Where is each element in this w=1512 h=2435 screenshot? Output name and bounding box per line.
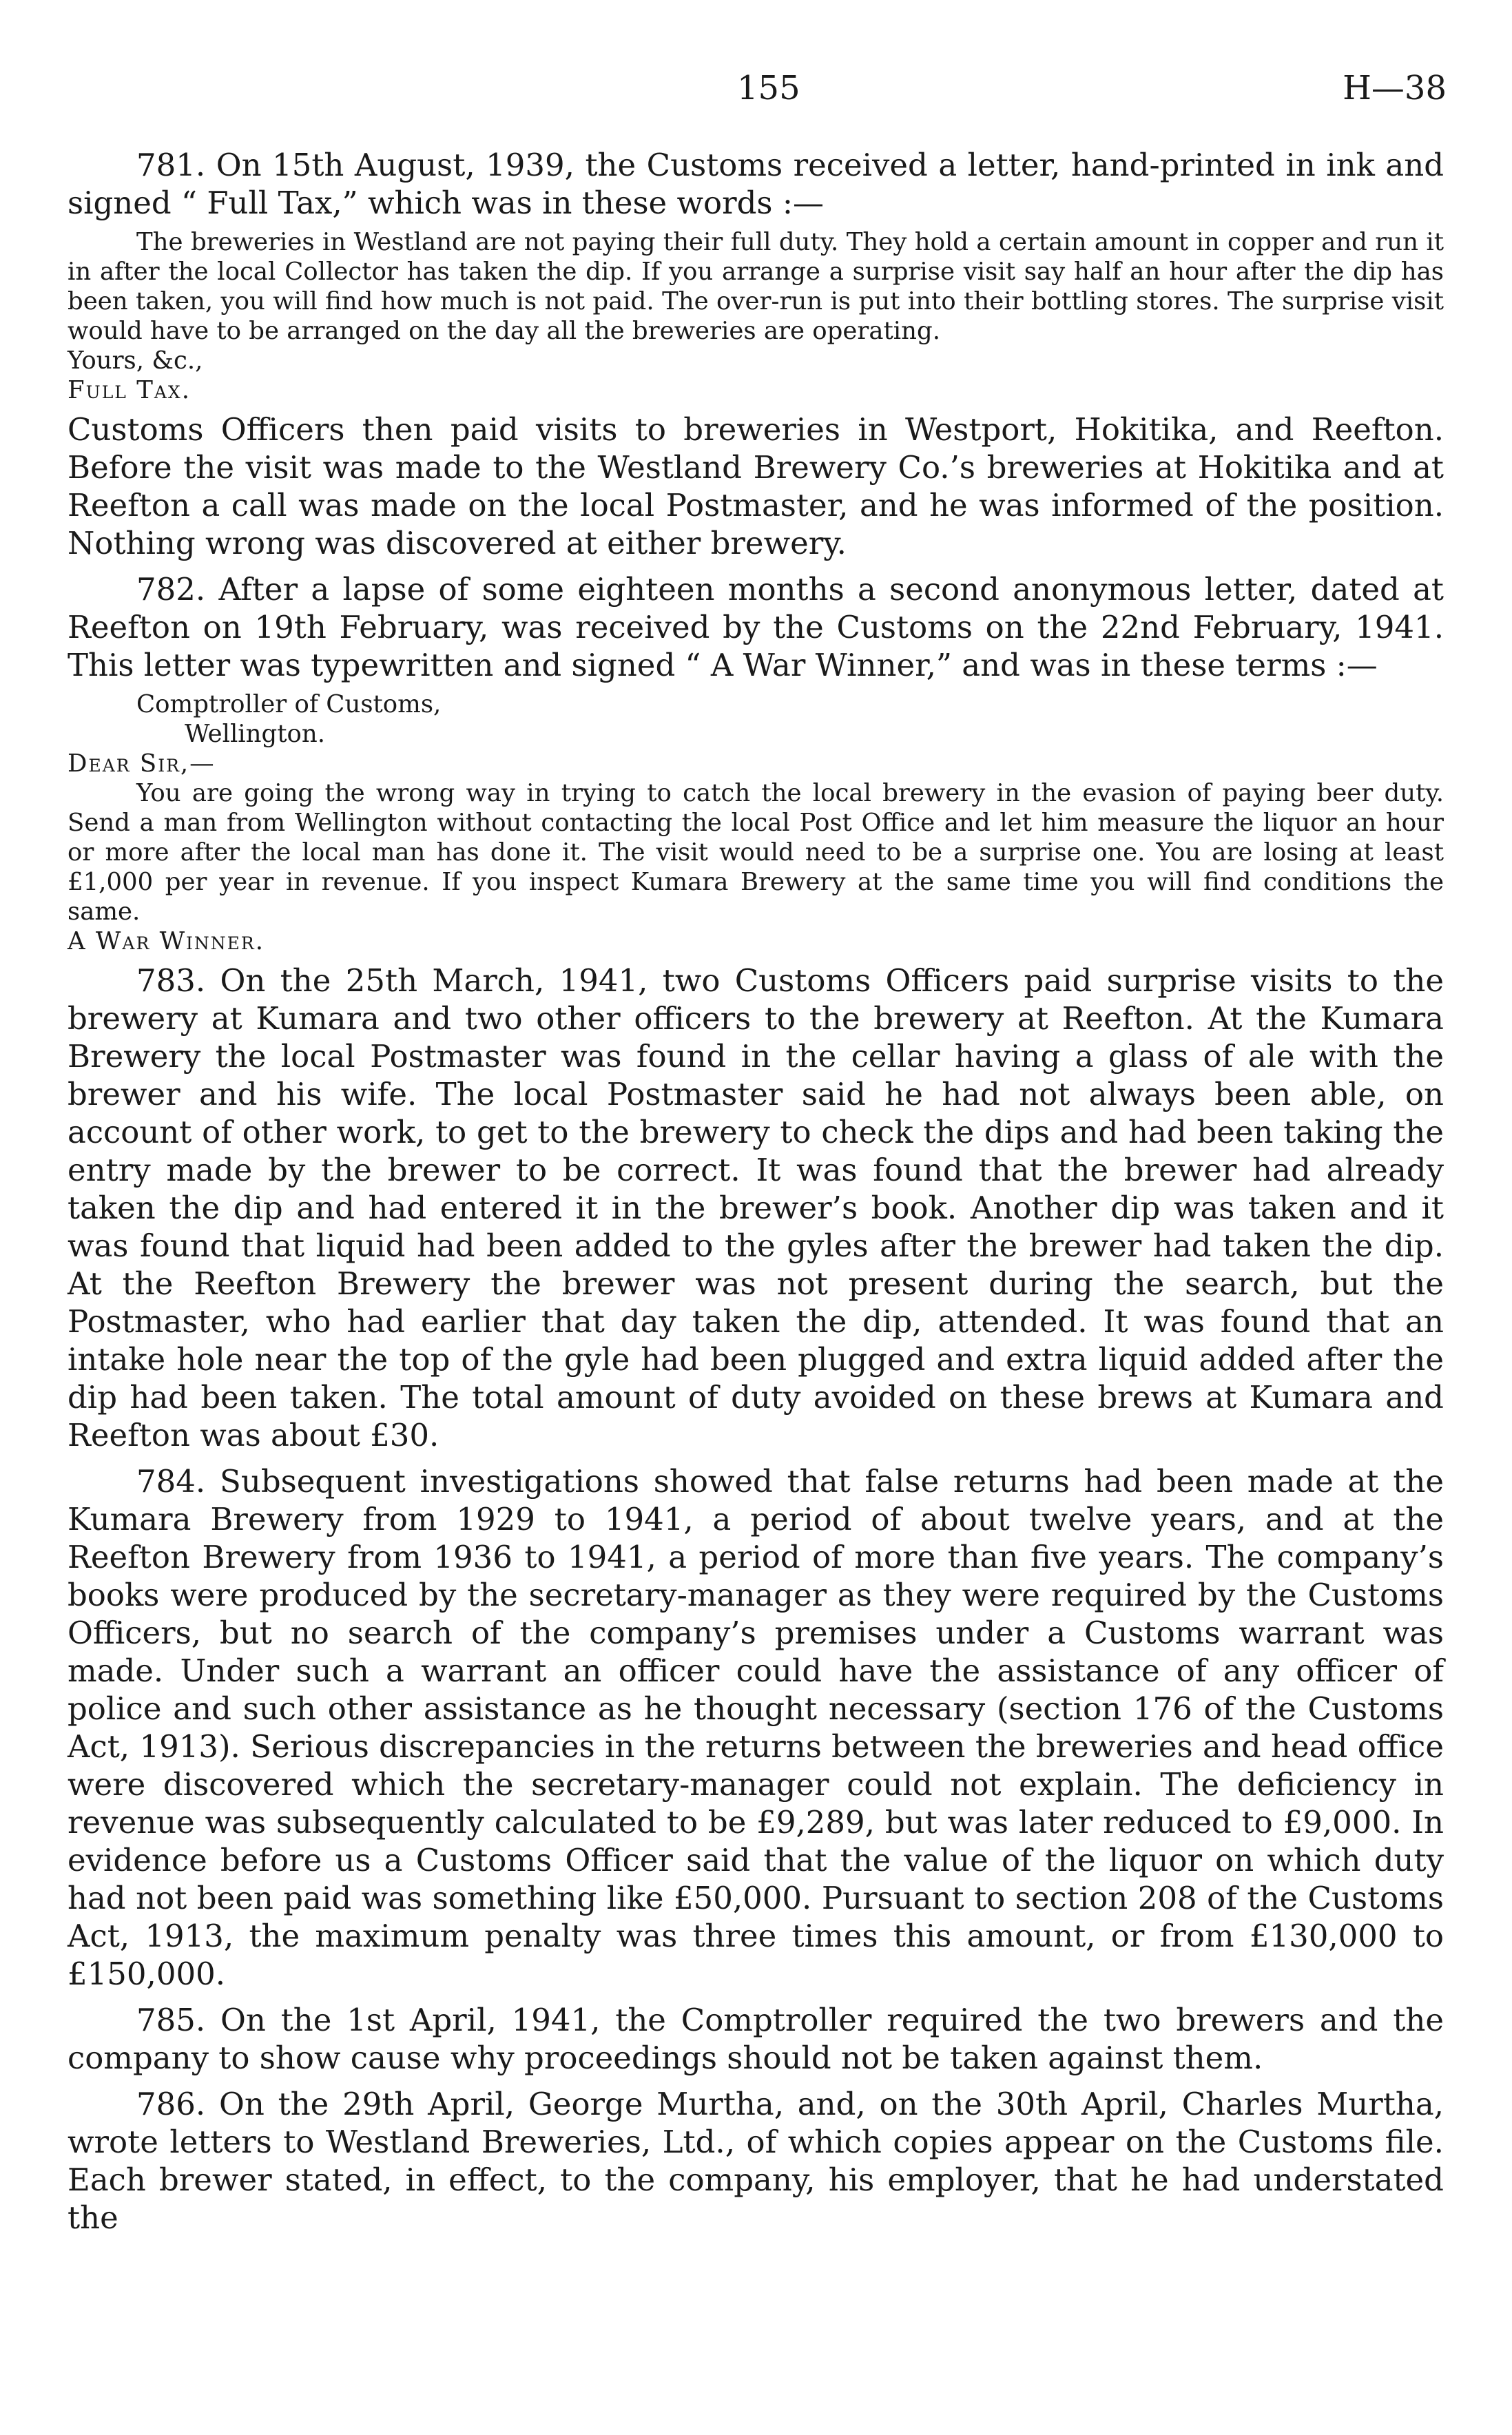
letter-signature: A War Winner. [68,927,265,955]
page-body [68,146,1444,2245]
paragraph-781-continued: Customs Officers then paid visits to breweries in Westport, Hokitika, and Reefton. Before the visit was made to the Westland Brewery Co.’s breweries at Hokitika and at Reefton a call was made on the local Postmaster, and he was informed of the position. Nothing wrong was discovered at either brewery. [68,411,1444,561]
page-number: 155 [737,69,800,107]
document-reference: H—38 [1343,69,1447,107]
paragraph-783: 783. On the 25th March, 1941, two Customs Officers paid surprise visits to the brewery at Kumara and two other officers to the brewery at Reefton. At the Kumara Brewery the local Postmaster was found in the cellar having a glass of ale with the brewer and his wife. The local Postmaster said he had not always been able, on account of other work, to get to the brewery to check the dips and had been taking the entry made by the brewer to be correct. It was found that the brewer had already taken the dip and had entered it in the brewer’s book. Another dip was taken and it was found that liquid had been added to the gyles after the brewer had taken the dip. At the Reefton Brewery the brewer was not present during the search, but the Postmaster, who had earlier that day taken the dip, attended. It was found that an intake hole near the top of the gyle had been plugged and extra liquid added after the dip had been taken. The total amount of duty avoided on these brews at Kumara and Reefton was about £30. [68,962,1444,1453]
paragraph-785: 785. On the 1st April, 1941, the Comptroller required the two brewers and the company to show cause why proceedings should not be taken against them. [68,2002,1444,2076]
paragraph-786: 786. On the 29th April, George Murtha, and, on the 30th April, Charles Murtha, wrote letters to Westland Breweries, Ltd., of which copies appear on the Customs file. Each brewer stated, in effect, to the company, his employer, that he had understated the [68,2086,1444,2236]
paragraph-781: 781. On 15th August, 1939, the Customs received a letter, hand-printed in ink and signed “ Full Tax,” which was in these words :— [68,147,1444,221]
letter-addressee: Comptroller of Customs, [136,690,442,718]
letter-salutation: Dear Sir,— [68,749,216,778]
quoted-letter-war-winner [68,690,1444,956]
quoted-letter-full-tax [68,227,1444,405]
paragraph-782: 782. After a lapse of some eighteen months a second anonymous letter, dated at Reefton on 19th February, was received by the Customs on the 22nd February, 1941. This letter was typewritten and signed “ A War Winner,” and was in these terms :— [68,571,1444,683]
quoted-letter-body: You are going the wrong way in trying to catch the local brewery in the evasion of paying beer duty. Send a man from Wellington without contacting the local Post Office and let him measure the liquor an hour or more after the local man has done it. The visit would need to be a surprise one. You are losing at least £1,000 per year in revenue. If you inspect Kumara Brewery at the same time you will find conditions the same. [68,779,1444,926]
letter-signature: Full Tax. [68,376,191,404]
paragraph-784: 784. Subsequent investigations showed that false returns had been made at the Kumara Brewery from 1929 to 1941, a period of about twelve years, and at the Reefton Brewery from 1936 to 1941, a period of more than five years. The company’s books were produced by the secretary-manager as they were required by the Customs Officers, but no search of the company’s premises under a Customs warrant was made. Under such a warrant an officer could have the assistance of any officer of police and such other assistance as he thought necessary (section 176 of the Customs Act, 1913). Serious discrepancies in the returns between the breweries and head office were discovered which the secretary-manager could not explain. The deficiency in revenue was subsequently calculated to be £9,289, but was later reduced to £9,000. In evidence before us a Customs Officer said that the value of the liquor on which duty had not been paid was something like £50,000. Pursuant to section 208 of the Customs Act, 1913, the maximum penalty was three times this amount, or from £130,000 to £150,000. [68,1463,1444,1992]
letter-city: Wellington. [185,720,326,748]
page-header [0,69,1512,117]
quoted-letter-body: The breweries in Westland are not paying their full duty. They hold a certain amount in copper and run it in after the local Collector has taken the dip. If you arrange a surprise visit say half an hour after the dip has been taken, you will find how much is not paid. The over-run is put into their bottling stores. The surprise visit would have to be arranged on the day all the breweries are operating. [68,228,1444,345]
letter-closing: Yours, &c., [68,346,203,375]
